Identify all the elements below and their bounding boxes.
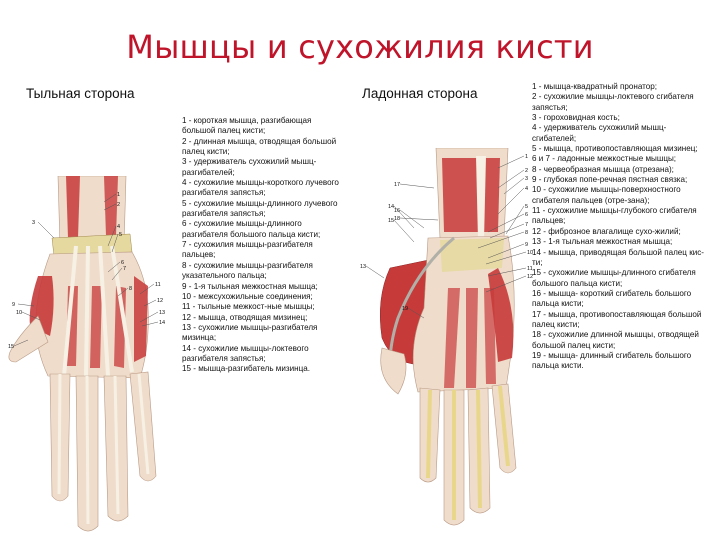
- legend-item: 9 - 1-я тыльная межкостная мышца;: [182, 281, 318, 291]
- legend-item: 1 - короткая мышца, разгибающая большой палец кисти;: [182, 116, 312, 136]
- callout-number: 8: [129, 286, 133, 292]
- legend-item: 7 - сухожилия мышцы-разгибателя пальцев;: [182, 240, 313, 260]
- callout-line: [506, 206, 524, 234]
- legend-item: 3 - удерживатель сухожилий мышц-разгибателей;: [182, 157, 317, 177]
- legend-item: 11 - сухожилие мышцы-глубокого сгибателя пальцев;: [532, 206, 697, 226]
- callout-number: 13: [360, 264, 367, 270]
- callout-line: [504, 178, 524, 194]
- callout-number: 10: [527, 250, 533, 256]
- callout-number: 4: [117, 224, 121, 230]
- legend-item: 9 - глубокая попе-речная пястная связка;: [532, 175, 688, 185]
- legend-item: 4 - сухожилие мышцы-короткого лучевого разгибателя запястья;: [182, 178, 339, 198]
- legend-item: 6 и 7 - ладонные межкостные мышцы;: [532, 154, 677, 164]
- legend-item: 18 - сухожилие длинной мышцы, отводящей большой палец кисти;: [532, 330, 699, 350]
- legend-item: 12 - мышца, отводящая мизинец;: [182, 312, 308, 322]
- callout-number: 16: [394, 208, 401, 214]
- callout-number: 15: [8, 344, 15, 350]
- palmar-legend: [532, 82, 708, 372]
- callout-number: 19: [402, 306, 409, 312]
- callout-number: 10: [16, 310, 23, 316]
- callout-number: 14: [388, 204, 395, 210]
- callout-number: 9: [12, 302, 16, 308]
- legend-item: 11 - тыльные межкост-ные мышцы;: [182, 302, 315, 312]
- callout-number: 6: [525, 212, 529, 218]
- callout-number: 9: [525, 242, 529, 248]
- callout-number: 5: [119, 232, 123, 238]
- callout-number: 2: [525, 168, 529, 174]
- palm-side-heading: Ладонная сторона: [362, 86, 478, 101]
- legend-item: 10 - сухожилие мышцы-поверхностного сгибателя пальцев (отре-зана);: [532, 185, 681, 205]
- callout-number: 18: [394, 216, 401, 222]
- legend-item: 6 - сухожилие мышцы-длинного разгибателя большого пальца кисти;: [182, 219, 321, 239]
- legend-item: 13 - сухожилие мышцы-разгибателя мизинца;: [182, 322, 318, 343]
- legend-item: 5 - сухожилие мышцы-длинного лучевого разгибателя запястья;: [182, 198, 338, 219]
- callout-number: 1: [525, 154, 529, 160]
- callout-number: 7: [525, 222, 529, 228]
- callout-number: 17: [394, 182, 401, 188]
- callout-number: 6: [121, 260, 125, 266]
- legend-item: 3 - гороховидная кость;: [532, 113, 620, 123]
- callout-number: 2: [117, 202, 121, 208]
- callout-number: 11: [527, 266, 533, 272]
- legend-item: 15 - мышца-разгибатель мизинца.: [182, 364, 310, 374]
- callout-number: 12: [527, 274, 533, 280]
- legend-item: 2 - сухожилие мышцы-локтевого сгибателя запястья;: [532, 92, 694, 112]
- callout-number: 15: [388, 218, 395, 224]
- callout-line: [38, 222, 54, 238]
- legend-item: 19 - мышца- длинный сгибатель большого пальца кисти.: [532, 350, 692, 371]
- callout-number: 3: [32, 220, 36, 226]
- legend-item: 12 - фиброзное влагалище сухо-жилий;: [532, 226, 681, 236]
- dorsal-hand-drawing: [9, 176, 156, 531]
- legend-item: 2 - длинная мышца, отводящая большой палец кисти;: [182, 136, 337, 157]
- callout-number: 3: [525, 176, 529, 182]
- back-side-heading: Тыльная сторона: [26, 86, 135, 101]
- callout-number: 5: [525, 204, 529, 210]
- palmar-hand-drawing: [380, 148, 516, 525]
- callout-number: 14: [159, 320, 166, 326]
- callout-line: [400, 184, 434, 188]
- callout-number: 1: [117, 192, 121, 198]
- legend-item: 8 - червеобразная мышца (отрезана);: [532, 164, 674, 174]
- legend-item: 10 - межсухожильные соединения;: [182, 291, 313, 301]
- legend-item: 17 - мышца, противопоставляющая большой палец кисти;: [532, 309, 702, 329]
- legend-item: 13 - 1-я тыльная межкостная мышца;: [532, 237, 673, 247]
- legend-item: 4 - удерживатель сухожилий мышц-сгибателей;: [532, 123, 667, 143]
- legend-item: 14 - сухожилие мышцы-локтевого разгибателя запястья;: [182, 343, 309, 363]
- callout-line: [366, 266, 384, 278]
- callout-number: 11: [155, 282, 161, 288]
- slide-title: Мышцы и сухожилия кисти: [126, 28, 594, 66]
- dorsal-legend: [182, 116, 344, 375]
- legend-item: 1 - мышца-квадратный пронатор;: [532, 82, 658, 91]
- callout-line: [394, 220, 414, 242]
- palmar-hand-illustration: [358, 148, 533, 538]
- legend-item: 14 - мышца, приводящая большой палец кис-ти;: [532, 247, 704, 267]
- callout-number: 8: [525, 230, 529, 236]
- legend-item: 5 - мышца, противопоставляющая мизинец;: [532, 144, 698, 154]
- legend-item: 15 - сухожилие мышцы-длинного сгибателя большого пальца кисти;: [532, 268, 696, 288]
- callout-number: 12: [157, 298, 164, 304]
- dorsal-hand-illustration: [8, 176, 176, 536]
- legend-item: 16 - мышца- короткий сгибатель большого пальца кисти;: [532, 288, 692, 309]
- legend-item: 8 - сухожилие мышцы-разгибателя указательного пальца;: [182, 260, 313, 281]
- callout-number: 7: [123, 266, 127, 272]
- callout-number: 13: [159, 310, 166, 316]
- callout-number: 4: [525, 186, 529, 192]
